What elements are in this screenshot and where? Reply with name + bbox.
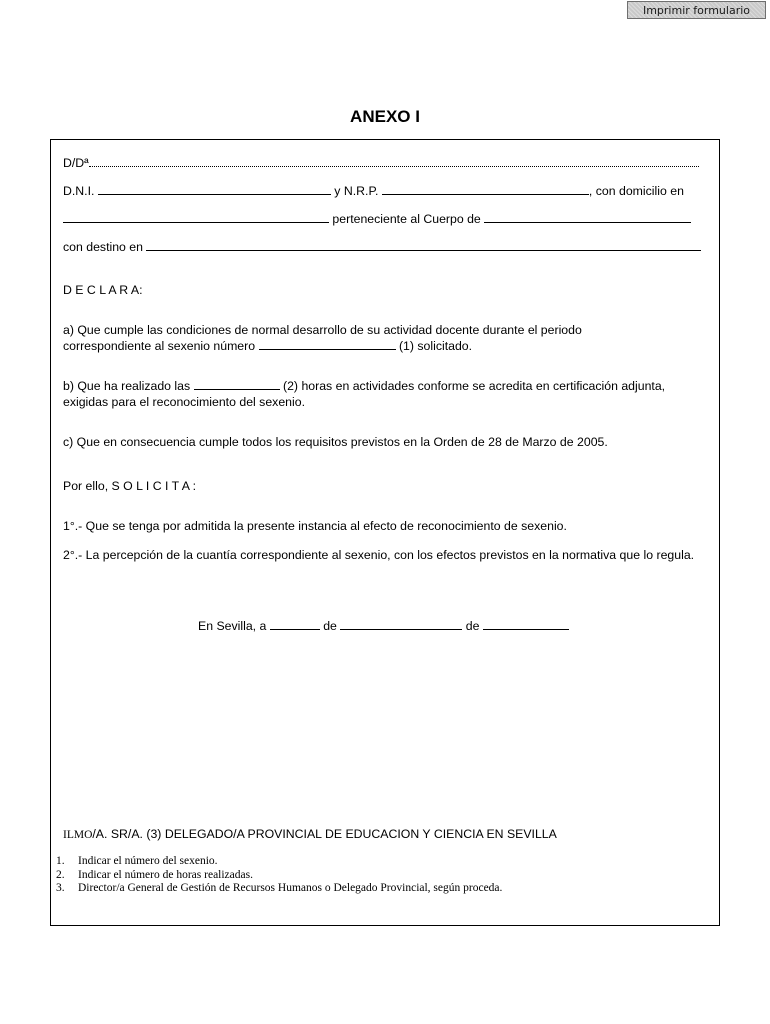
de-label-2: de — [465, 619, 480, 633]
cuerpo-label: perteneciente al Cuerpo de — [332, 212, 481, 226]
footnote-number: 1. — [56, 855, 65, 867]
declara-a-line2 — [63, 338, 472, 354]
cuerpo-field[interactable] — [484, 211, 691, 223]
solicita-item-2: 2°.- La percepción de la cuantía correspondiente al sexenio, con los efectos previstos en la normativa que lo regula. — [63, 548, 695, 562]
de-label-1: de — [323, 619, 337, 633]
footnote — [56, 855, 706, 869]
dni-label: D.N.I. — [63, 184, 95, 198]
declara-a-text: correspondiente al sexenio número — [63, 339, 256, 353]
dni-field[interactable] — [98, 183, 331, 195]
dd-row — [63, 155, 699, 171]
dni-row — [63, 183, 684, 199]
declara-b-line1 — [63, 378, 665, 394]
dd-field[interactable] — [89, 155, 699, 167]
footnote-text: Director/a General de Gestión de Recursos Humanos o Delegado Provincial, según proceda. — [78, 882, 503, 894]
addressee-text: /A. SR/A. (3) DELEGADO/A PROVINCIAL DE EDUCACION Y CIENCIA EN SEVILLA — [92, 827, 557, 841]
footnote-text: Indicar el número del sexenio. — [78, 855, 218, 867]
footnotes — [56, 855, 706, 896]
footnote-text: Indicar el número de horas realizadas. — [78, 868, 253, 881]
declara-heading: D E C L A R A: — [63, 283, 143, 297]
place-label: En Sevilla, a — [198, 619, 267, 633]
domicilio-field[interactable] — [63, 211, 329, 223]
place-date-row — [198, 618, 569, 634]
declara-a-suffix: (1) solicitado. — [398, 339, 473, 353]
footnote — [56, 869, 706, 883]
addressee-prefix: ILMO — [63, 829, 93, 841]
footnote-number: 2. — [56, 868, 65, 881]
declara-b-line2: exigidas para el reconocimiento del sexenio. — [63, 395, 305, 409]
nrp-field[interactable] — [382, 183, 589, 195]
declara-b-text: b) Que ha realizado las — [63, 379, 191, 393]
declara-b-suffix: (2) horas en actividades conforme se acredita en certificación adjunta, — [283, 379, 666, 393]
sexenio-number-field[interactable] — [259, 338, 396, 350]
print-form-button[interactable]: Imprimir formulario — [627, 1, 766, 19]
year-field[interactable] — [483, 618, 569, 630]
solicita-item-1: 1°.- Que se tenga por admitida la presente instancia al efecto de reconocimiento de sexenio. — [63, 519, 567, 533]
destino-label: con destino en — [63, 240, 143, 254]
declara-a-line1: a) Que cumple las condiciones de normal desarrollo de su actividad docente durante el periodo — [63, 323, 582, 337]
day-field[interactable] — [270, 618, 320, 630]
cuerpo-row — [63, 211, 691, 227]
nrp-label: y N.R.P. — [334, 184, 379, 198]
declara-c: c) Que en consecuencia cumple todos los requisitos previstos en la Orden de 28 de Marzo de 2005. — [63, 435, 608, 449]
page-title: ANEXO I — [350, 107, 420, 126]
destino-field[interactable] — [146, 239, 701, 251]
solicita-heading: Por ello, S O L I C I T A : — [63, 479, 197, 493]
footnote — [56, 882, 706, 896]
footnote-number: 3. — [56, 882, 65, 894]
dd-label: D/Dª — [63, 156, 89, 170]
hours-field[interactable] — [194, 378, 280, 390]
domicilio-label: , con domicilio en — [588, 184, 684, 198]
month-field[interactable] — [340, 618, 462, 630]
addressee — [63, 826, 557, 843]
destino-row — [63, 239, 701, 255]
